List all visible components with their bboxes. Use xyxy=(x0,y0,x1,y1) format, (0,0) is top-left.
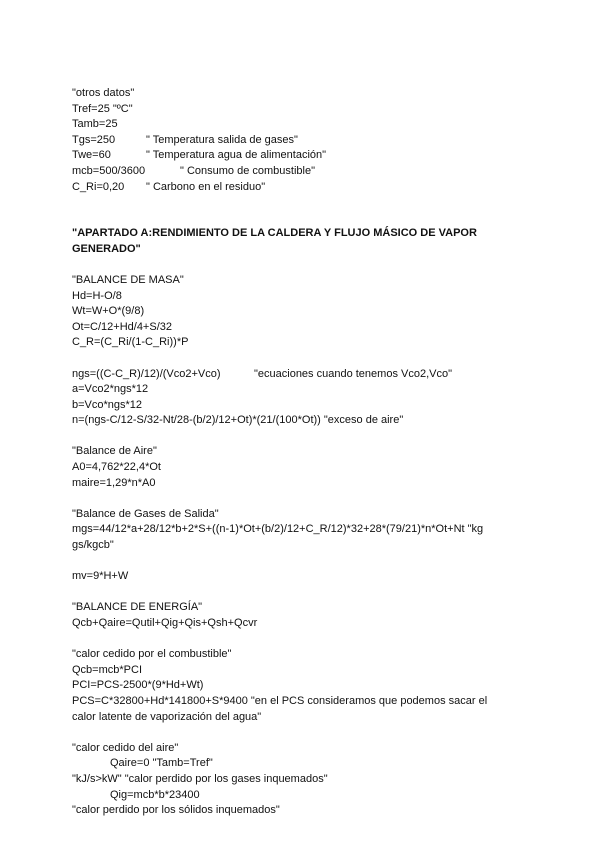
a-line: a=Vco2*ngs*12 xyxy=(72,383,149,396)
pci-line: PCI=PCS-2500*(9*Hd+Wt) xyxy=(72,679,204,692)
solidos-inquemados-line: "calor perdido por los sólidos inquemados" xyxy=(72,804,280,817)
cri-comment: " Carbono en el residuo" xyxy=(146,180,266,193)
qcb-line: Qcb=mcb*PCI xyxy=(72,663,142,676)
calor-aire-title: "calor cedido del aire" xyxy=(72,741,179,754)
aire-line-1: A0=4,762*22,4*Ot xyxy=(72,461,161,474)
otros-datos-title: "otros datos" xyxy=(72,87,135,99)
gases-inquemados-line: "kJ/s>kW" "calor perdido por los gases inquemados" xyxy=(72,772,328,785)
tgs-comment: " Temperatura salida de gases" xyxy=(146,133,298,146)
twe-line xyxy=(72,148,542,164)
calor-combustible-title: "calor cedido por el combustible" xyxy=(72,648,232,661)
balance-gases-title: "Balance de Gases de Salida" xyxy=(72,507,219,520)
twe-comment: " Temperatura agua de alimentación" xyxy=(146,149,327,162)
mgs-equation: mgs=44/12*a+28/12*b+2*S+((n-1)*Ot+(b/2)/12+C_R/12)*32+28*(79/21)*n*Ot+Nt "kg gs/kgcb" xyxy=(72,523,484,552)
qig-eq: Qig=mcb*b*23400 xyxy=(110,788,200,801)
mcb-eq: mcb=500/3600 xyxy=(72,164,146,177)
qaire-line xyxy=(72,756,542,772)
qaire-eq: Qaire=0 "Tamb=Tref" xyxy=(110,757,213,770)
energia-line-1: Qcb+Qaire=Qutil+Qig+Qis+Qsh+Qcvr xyxy=(72,617,258,629)
ngs-eq: ngs=((C-C_R)/12)/(Vco2+Vco) xyxy=(72,367,221,380)
pcs-line: PCS=C*32800+Hd*141800+S*9400 "en el PCS consideramos que podemos sacar el calor latente de vaporización del agua" xyxy=(72,694,488,723)
document-page xyxy=(72,86,542,819)
masa-line-1: Hd=H-O/8 xyxy=(72,289,122,302)
mcb-comment: " Consumo de combustible" xyxy=(180,164,315,177)
cri-line xyxy=(72,180,542,196)
mv-line: mv=9*H+W xyxy=(72,570,129,583)
masa-line-4: C_R=(C_Ri/(1-C_Ri))*P xyxy=(72,336,189,349)
ngs-comment: "ecuaciones cuando tenemos Vco2,Vco" xyxy=(254,367,452,380)
qig-line xyxy=(72,788,542,804)
masa-line-2: Wt=W+O*(9/8) xyxy=(72,305,145,318)
balance-energia-title: "BALANCE DE ENERGÍA" xyxy=(72,601,203,614)
tgs-eq: Tgs=250 xyxy=(72,133,116,146)
tamb-line: Tamb=25 xyxy=(72,118,118,131)
mcb-line xyxy=(72,164,542,180)
cri-eq: C_Ri=0,20 xyxy=(72,180,125,193)
aire-line-2: maire=1,29*n*A0 xyxy=(72,476,156,489)
ngs-line xyxy=(72,367,542,383)
balance-aire-title: "Balance de Aire" xyxy=(72,445,157,458)
balance-masa-title: "BALANCE DE MASA" xyxy=(72,273,184,286)
apartado-heading: "APARTADO A:RENDIMIENTO DE LA CALDERA Y FLUJO MÁSICO DE VAPOR GENERADO" xyxy=(72,227,477,255)
n-line: n=(ngs-C/12-S/32-Nt/28-(b/2)/12+Ot)*(21/(100*Ot)) "exceso de aire" xyxy=(72,414,404,427)
b-line: b=Vco*ngs*12 xyxy=(72,398,143,411)
tref-line: Tref=25 "ºC" xyxy=(72,102,133,115)
tgs-line xyxy=(72,133,542,149)
masa-line-3: Ot=C/12+Hd/4+S/32 xyxy=(72,320,172,333)
twe-eq: Twe=60 xyxy=(72,149,111,162)
